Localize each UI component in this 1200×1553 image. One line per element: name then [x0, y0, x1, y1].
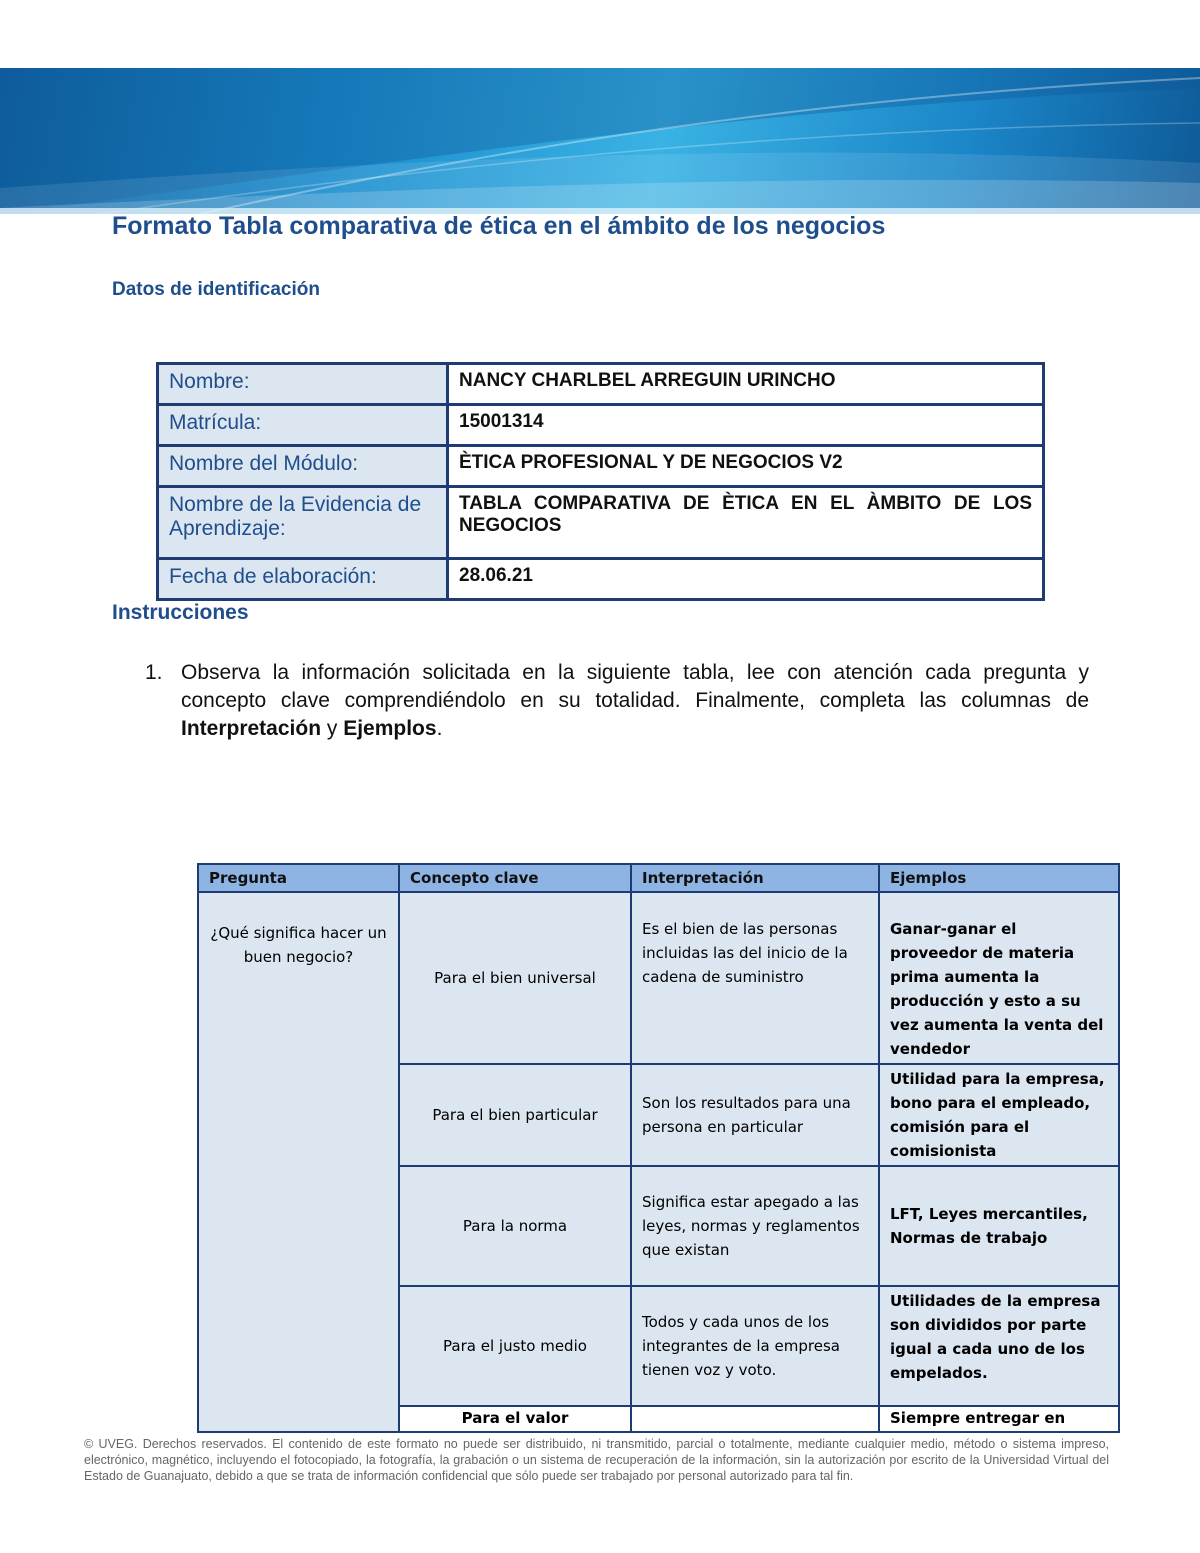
header-banner	[0, 68, 1200, 214]
field-value: NANCY CHARLBEL ARREGUIN URINCHO	[448, 364, 1044, 405]
field-label: Nombre del Módulo:	[158, 446, 448, 487]
field-label: Nombre:	[158, 364, 448, 405]
example-cell: Siempre entregar en	[879, 1406, 1119, 1432]
concept-cell: Para el bien particular	[399, 1064, 631, 1166]
example-cell: LFT, Leyes mercantiles, Normas de trabajo	[879, 1166, 1119, 1286]
concept-cell: Para el bien universal	[399, 892, 631, 1064]
section-heading-identification: Datos de identificación	[112, 279, 320, 300]
interpretation-cell	[631, 1406, 879, 1432]
interpretation-cell: Significa estar apegado a las leyes, normas y reglamentos que existan	[631, 1166, 879, 1286]
column-header-ejemplos: Ejemplos	[879, 864, 1119, 892]
field-label: Fecha de elaboración:	[158, 559, 448, 600]
table-header-row	[198, 864, 1119, 892]
field-label: Matrícula:	[158, 405, 448, 446]
section-heading-instructions: Instrucciones	[112, 601, 249, 624]
interpretation-cell: Es el bien de las personas incluidas las del inicio de la cadena de suministro	[631, 892, 879, 1064]
concept-cell: Para el justo medio	[399, 1286, 631, 1406]
concept-cell: Para la norma	[399, 1166, 631, 1286]
comparison-table	[197, 863, 1120, 1433]
instruction-bold-ejemplos: Ejemplos	[343, 717, 437, 740]
concept-cell: Para el valor	[399, 1406, 631, 1432]
instruction-item	[145, 659, 1089, 743]
identification-row	[158, 405, 1044, 446]
page-title: Formato Tabla comparativa de ética en el ámbito de los negocios	[112, 212, 886, 240]
table-row	[198, 892, 1119, 1064]
banner-swoosh-graphic	[0, 68, 1200, 214]
identification-row	[158, 446, 1044, 487]
copyright-footer: © UVEG. Derechos reservados. El contenido de este formato no puede ser distribuido, ni transmitido, parcial o totalmente, mediante cualquier medio, método o sistema impreso, electrónico, magnético, incluyendo el fotocopiado, la fotografía, la grabación o un sistema de recuperación de la información, sin la autorización por escrito de la Universidad Virtual del Estado de Guanajuato, debido a que se trata de información confidencial que sólo puede ser trabajado por personal autorizado para tal fin.	[84, 1437, 1109, 1483]
field-value: ÈTICA PROFESIONAL Y DE NEGOCIOS V2	[448, 446, 1044, 487]
interpretation-cell: Son los resultados para una persona en particular	[631, 1064, 879, 1166]
instruction-text: y	[321, 717, 344, 740]
instructions-list	[145, 659, 1089, 743]
instruction-number: 1.	[145, 661, 163, 684]
interpretation-cell: Todos y cada unos de los integrantes de la empresa tienen voz y voto.	[631, 1286, 879, 1406]
field-value: 28.06.21	[448, 559, 1044, 600]
column-header-pregunta: Pregunta	[198, 864, 399, 892]
example-cell: Ganar-ganar el proveedor de materia prima aumenta la producción y esto a su vez aumenta la venta del vendedor	[879, 892, 1119, 1064]
question-cell: ¿Qué significa hacer un buen negocio?	[198, 892, 399, 1432]
instruction-text: Observa la información solicitada en la siguiente tabla, lee con atención cada pregunta y concepto clave comprendiéndolo en su totalidad. Finalmente, completa las columnas de	[181, 661, 1089, 712]
field-label: Nombre de la Evidencia de Aprendizaje:	[158, 487, 448, 559]
field-value: TABLA COMPARATIVA DE ÈTICA EN EL ÀMBITO DE LOS NEGOCIOS	[448, 487, 1044, 559]
field-value: 15001314	[448, 405, 1044, 446]
example-cell: Utilidad para la empresa, bono para el empleado, comisión para el comisionista	[879, 1064, 1119, 1166]
example-cell: Utilidades de la empresa son divididos por parte igual a cada uno de los empelados.	[879, 1286, 1119, 1406]
instruction-bold-interpretacion: Interpretación	[181, 717, 322, 740]
identification-row	[158, 487, 1044, 559]
instruction-text: .	[436, 717, 443, 740]
identification-row	[158, 559, 1044, 600]
identification-table	[156, 362, 1045, 601]
identification-row	[158, 364, 1044, 405]
column-header-interpretacion: Interpretación	[631, 864, 879, 892]
column-header-concepto: Concepto clave	[399, 864, 631, 892]
